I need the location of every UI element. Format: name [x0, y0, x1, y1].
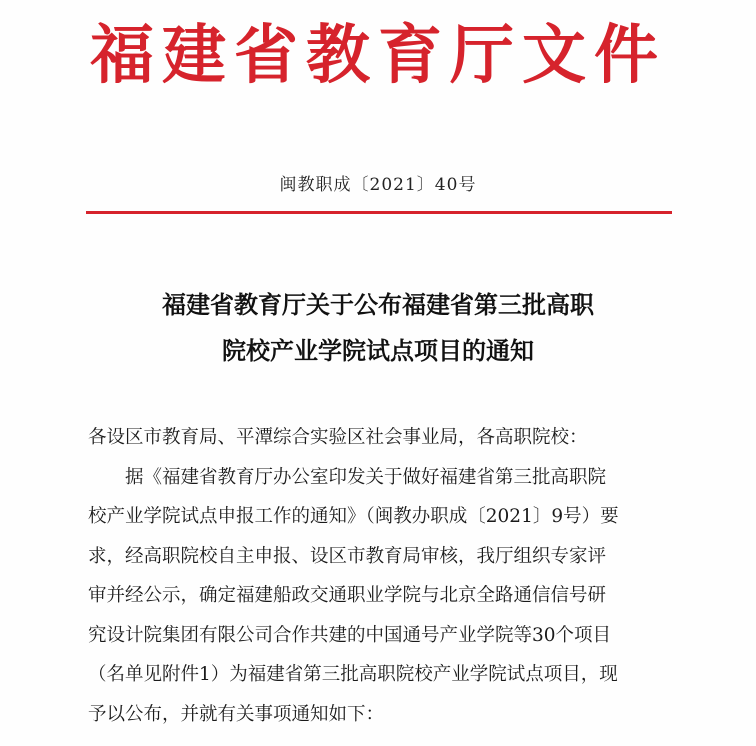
body-line-2: 校产业学院试点申报工作的通知》（闽教办职成〔2021〕9号）要 — [88, 506, 619, 527]
document-title-line-2: 院校产业学院试点项目的通知 — [222, 337, 534, 365]
red-divider-line — [86, 211, 672, 214]
body-line-4: 审并经公示，确定福建船政交通职业学院与北京全路通信信号研 — [88, 585, 607, 606]
body-line-7: 予以公布，并就有关事项通知如下： — [88, 703, 385, 725]
salutation: 各设区市教育局、平潭综合实验区社会事业局，各高职院校： — [88, 427, 588, 448]
masthead-title: 福建省教育厅文件 — [90, 18, 666, 93]
document-number: 闽教职成〔2021〕40号 — [279, 175, 477, 195]
document-body — [88, 418, 678, 734]
body-line-6: （名单见附件1）为福建省第三批高职院校产业学院试点项目，现 — [88, 664, 618, 685]
body-line-5: 究设计院集团有限公司合作共建的中国通号产业学院等30个项目 — [88, 624, 612, 646]
body-line-3: 求，经高职院校自主申报、设区市教育局审核，我厅组织专家评 — [88, 545, 607, 567]
document-title — [0, 282, 756, 374]
body-line-1: 据《福建省教育厅办公室印发关于做好福建省第三批高职院 — [125, 466, 607, 488]
document-title-line-1: 福建省教育厅关于公布福建省第三批高职 — [162, 291, 594, 319]
